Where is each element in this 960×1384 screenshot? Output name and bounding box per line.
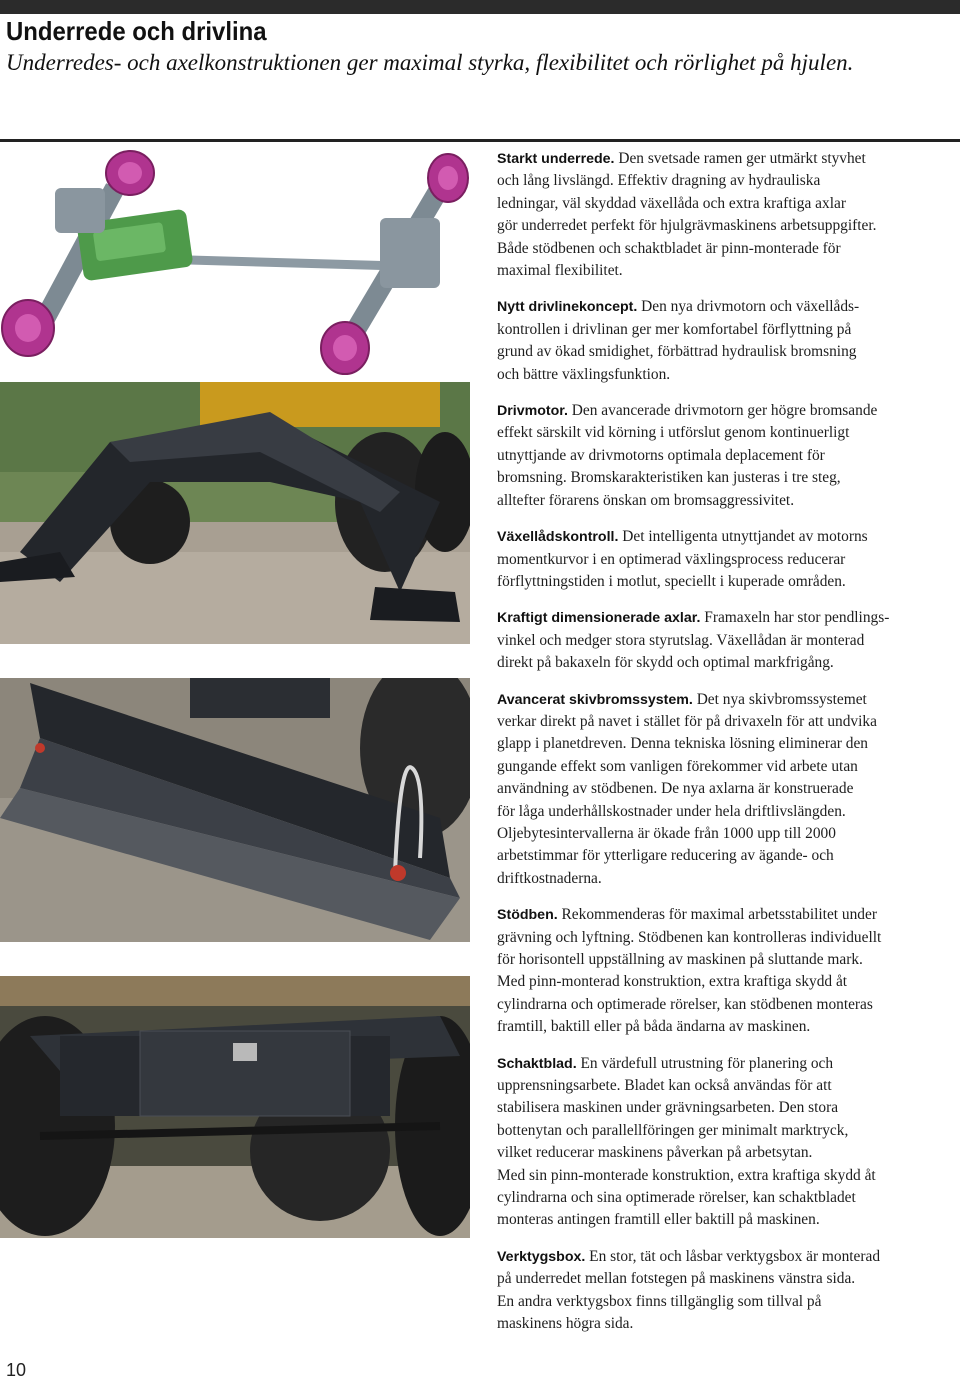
paragraph-line: Framaxeln har stor pendlings- xyxy=(700,609,890,627)
paragraph-line: En värdefull utrustning för planering och xyxy=(576,1054,834,1072)
paragraph-line: Den avancerade drivmotorn ger högre bromsande xyxy=(567,402,878,420)
paragraph-heading: Starkt underrede. xyxy=(497,151,615,167)
paragraph-heading: Verktygsbox. xyxy=(497,1248,586,1265)
paragraph-line: Oljebytesintervallerna är ökade från 1000 upp till 2000 xyxy=(497,824,836,842)
paragraph-line: direkt på bakaxeln för skydd och optimal markfrigång. xyxy=(497,654,834,672)
paragraph-heading: Avancerat skivbromssystem. xyxy=(497,691,693,708)
paragraph-line: stabilisera maskinen under grävningsarbeten. Den stora xyxy=(497,1099,839,1117)
paragraph-line: En andra verktygsbox finns tillgänglig som tillval på xyxy=(497,1292,822,1310)
paragraph-vaxelladskontroll xyxy=(497,526,955,593)
paragraph-line: för låga underhållskostnader under hela driftlivslängden. xyxy=(497,802,846,820)
paragraph-line: maskinens högra sida. xyxy=(497,1315,634,1333)
paragraph-line: vilket reducerar maskinens påverkan på arbetsytan. xyxy=(497,1144,813,1162)
paragraph-schaktblad xyxy=(497,1053,955,1232)
body-text-column xyxy=(497,148,955,1350)
paragraph-line: momentkurvor i en optimerad växlingsprocess reducerar xyxy=(497,550,846,568)
outrigger-photo xyxy=(0,382,470,644)
paragraph-stodben xyxy=(497,904,955,1038)
paragraph-drivmotor xyxy=(497,400,955,512)
paragraph-line: Rekommenderas för maximal arbetsstabilitet under xyxy=(557,906,877,924)
paragraph-line: och bättre växlingsfunktion. xyxy=(497,365,671,383)
paragraph-line: Med sin pinn-monterade konstruktion, extra kraftiga skydd åt xyxy=(497,1166,876,1184)
paragraph-line: grund av ökad smidighet, förbättrad hydraulisk bromsning xyxy=(497,343,857,361)
paragraph-line: och lång livslängd. Effektiv dragning av hydrauliska xyxy=(497,172,821,190)
paragraph-heading: Nytt drivlinekoncept. xyxy=(497,299,638,316)
paragraph-line: cylindrarna och optimerade rörelser, kan stödbenen monteras xyxy=(497,995,873,1013)
paragraph-kraftigt-dimensionerade-axlar xyxy=(497,607,955,674)
paragraph-line: cylindrarna och sina optimerade rörelser, kan schaktbladet xyxy=(497,1189,856,1207)
paragraph-starkt-underrede xyxy=(497,148,955,282)
toolbox-undercarriage-photo xyxy=(0,976,470,1238)
paragraph-line: ledningar, väl skyddad växellåda och extra kraftiga axlar xyxy=(497,194,846,212)
paragraph-line: utnyttjande av drivmotorns optimala deplacement för xyxy=(497,446,825,464)
page-number: 10 xyxy=(6,1360,27,1380)
paragraph-line: Den nya drivmotorn och växellåds- xyxy=(637,298,860,316)
paragraph-line: användning av stödbenen. De nya axlarna är konstruerade xyxy=(497,780,854,798)
paragraph-heading: Växellådskontroll. xyxy=(497,529,619,546)
paragraph-line: En stor, tät och låsbar verktygsbox är monterad xyxy=(585,1247,881,1265)
paragraph-line: för horisontell uppställning av maskinen på sluttande mark. xyxy=(497,951,863,968)
paragraph-line: verkar direkt på navet i stället för på drivaxeln för att undvika xyxy=(497,712,877,730)
paragraph-line: upprensningsarbete. Bladet kan också användas för att xyxy=(497,1077,832,1095)
paragraph-heading: Schaktblad. xyxy=(497,1055,577,1072)
paragraph-line: på underredet mellan fotstegen på maskinens vänstra sida. xyxy=(497,1270,856,1288)
paragraph-line: bottenytan och parallellföringen ger minimalt marktryck, xyxy=(497,1121,849,1139)
paragraph-heading: Kraftigt dimensionerade axlar. xyxy=(497,610,701,627)
paragraph-heading: Drivmotor. xyxy=(497,403,568,420)
paragraph-line: Med pinn-monterad konstruktion, extra kraftiga skydd åt xyxy=(497,973,848,991)
paragraph-line: gör underredet perfekt för hjulgrävmaskinens arbetsuppgifter. xyxy=(497,217,877,235)
paragraph-line: alltefter förarens önskan om bromsaggressivitet. xyxy=(497,491,795,509)
paragraph-verktygsbox xyxy=(497,1246,955,1336)
paragraph-line: maximal flexibilitet. xyxy=(497,262,623,280)
paragraph-line: framtill, baktill eller på båda ändarna av maskinen. xyxy=(497,1018,811,1036)
paragraph-line: Det intelligenta utnyttjandet av motorns xyxy=(618,528,868,546)
paragraph-avancerat-skivbromssystem xyxy=(497,689,955,891)
paragraph-line: bromsning. Bromskarakteristiken kan justeras i tre steg, xyxy=(497,469,841,487)
dozer-blade-photo xyxy=(0,678,470,942)
paragraph-line: Det nya skivbromssystemet xyxy=(692,690,867,708)
paragraph-line: gungande effekt som vanligen förekommer vid arbete utan xyxy=(497,757,858,775)
paragraph-line: monteras antingen framtill eller baktill på maskinen. xyxy=(497,1211,820,1229)
paragraph-line: driftkostnaderna. xyxy=(497,869,602,887)
paragraph-line: glapp i planetdreven. Denna tekniska lösning eliminerar den xyxy=(497,735,868,753)
paragraph-line: arbetstimmar för ytterligare reducering av ägande- och xyxy=(497,847,834,865)
axle-drivetrain-illustration xyxy=(0,148,470,376)
section-divider xyxy=(0,139,960,142)
paragraph-line: kontrollen i drivlinan ger mer komfortabel förflyttning på xyxy=(497,320,852,338)
paragraph-heading: Stödben. xyxy=(497,907,558,924)
paragraph-line: förflyttningstiden i motlut, speciellt i kuperade områden. xyxy=(497,572,846,590)
paragraph-line: Både stödbenen och schaktbladet är pinn-monterade för xyxy=(497,239,841,257)
paragraph-line: Den svetsade ramen ger utmärkt styvhet xyxy=(614,150,866,167)
page-subtitle: Underredes- och axelkonstruktionen ger maximal styrka, flexibilitet och rörlighet på hjulen. xyxy=(6,50,854,75)
header-bar xyxy=(0,0,960,14)
paragraph-line: vinkel och medger stora styrutslag. Växellådan är monterad xyxy=(497,631,865,649)
paragraph-nytt-drivlinekoncept xyxy=(497,296,955,386)
paragraph-line: effekt särskilt vid körning i utförslut genom kontinuerligt xyxy=(497,424,850,442)
page-title: Underrede och drivlina xyxy=(6,16,267,46)
paragraph-line: grävning och lyftning. Stödbenen kan kontrolleras individuellt xyxy=(497,928,882,946)
